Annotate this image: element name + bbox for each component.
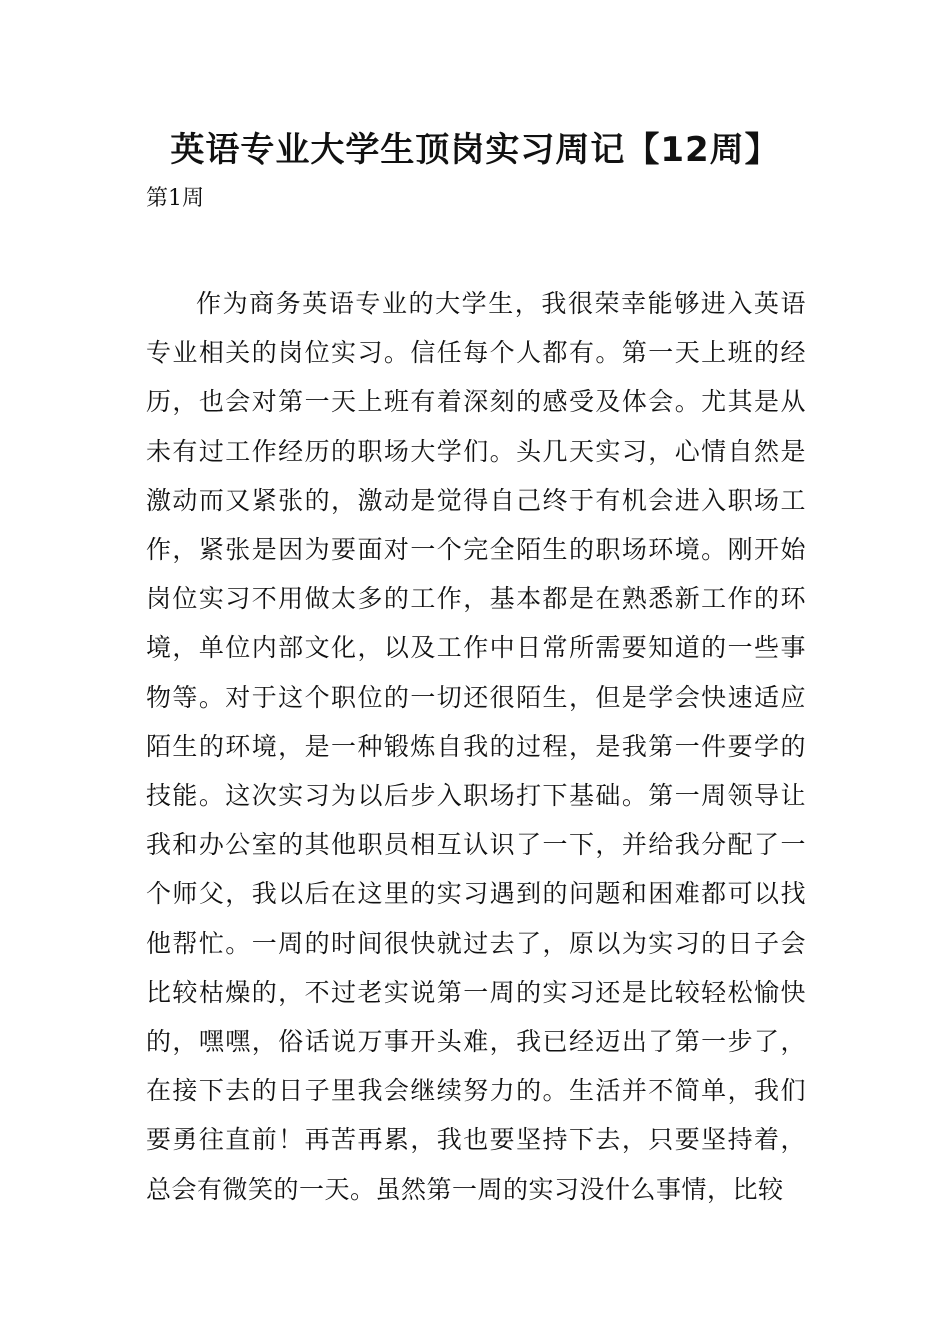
body-paragraph: 作为商务英语专业的大学生，我很荣幸能够进入英语专业相关的岗位实习。信任每个人都有。第一天上班的经历，也会对第一天上班有着深刻的感受及体会。尤其是从未有过工作经历的职场大学们。头几天实习，心情自然是激动而又紧张的，激动是觉得自己终于有机会进入职场工作，紧张是因为要面对一个完全陌生的职场环境。刚开始岗位实习不用做太多的工作，基本都是在熟悉新工作的环境，单位内部文化，以及工作中日常所需要知道的一些事物等。对于这个职位的一切还很陌生，但是学会快速适应陌生的环境，是一种锻炼自我的过程，是我第一件要学的技能。这次实习为以后步入职场打下基础。第一周领导让我和办公室的其他职员相互认识了一下，并给我分配了一个师父，我以后在这里的实习遇到的问题和困难都可以找他帮忙。一周的时间很快就过去了，原以为实习的日子会比较枯燥的，不过老实说第一周的实习还是比较轻松愉快的，嘿嘿，俗话说万事开头难，我已经迈出了第一步了，在接下去的日子里我会继续努力的。生活并不简单，我们要勇往直前！再苦再累，我也要坚持下去，只要坚持着，总会有微笑的一天。虽然第一周的实习没什么事情，比较 (146, 289, 806, 1204)
week-heading: 第1周 (146, 186, 204, 211)
document-title: 英语专业大学生顶岗实习周记【12周】 (170, 130, 780, 170)
